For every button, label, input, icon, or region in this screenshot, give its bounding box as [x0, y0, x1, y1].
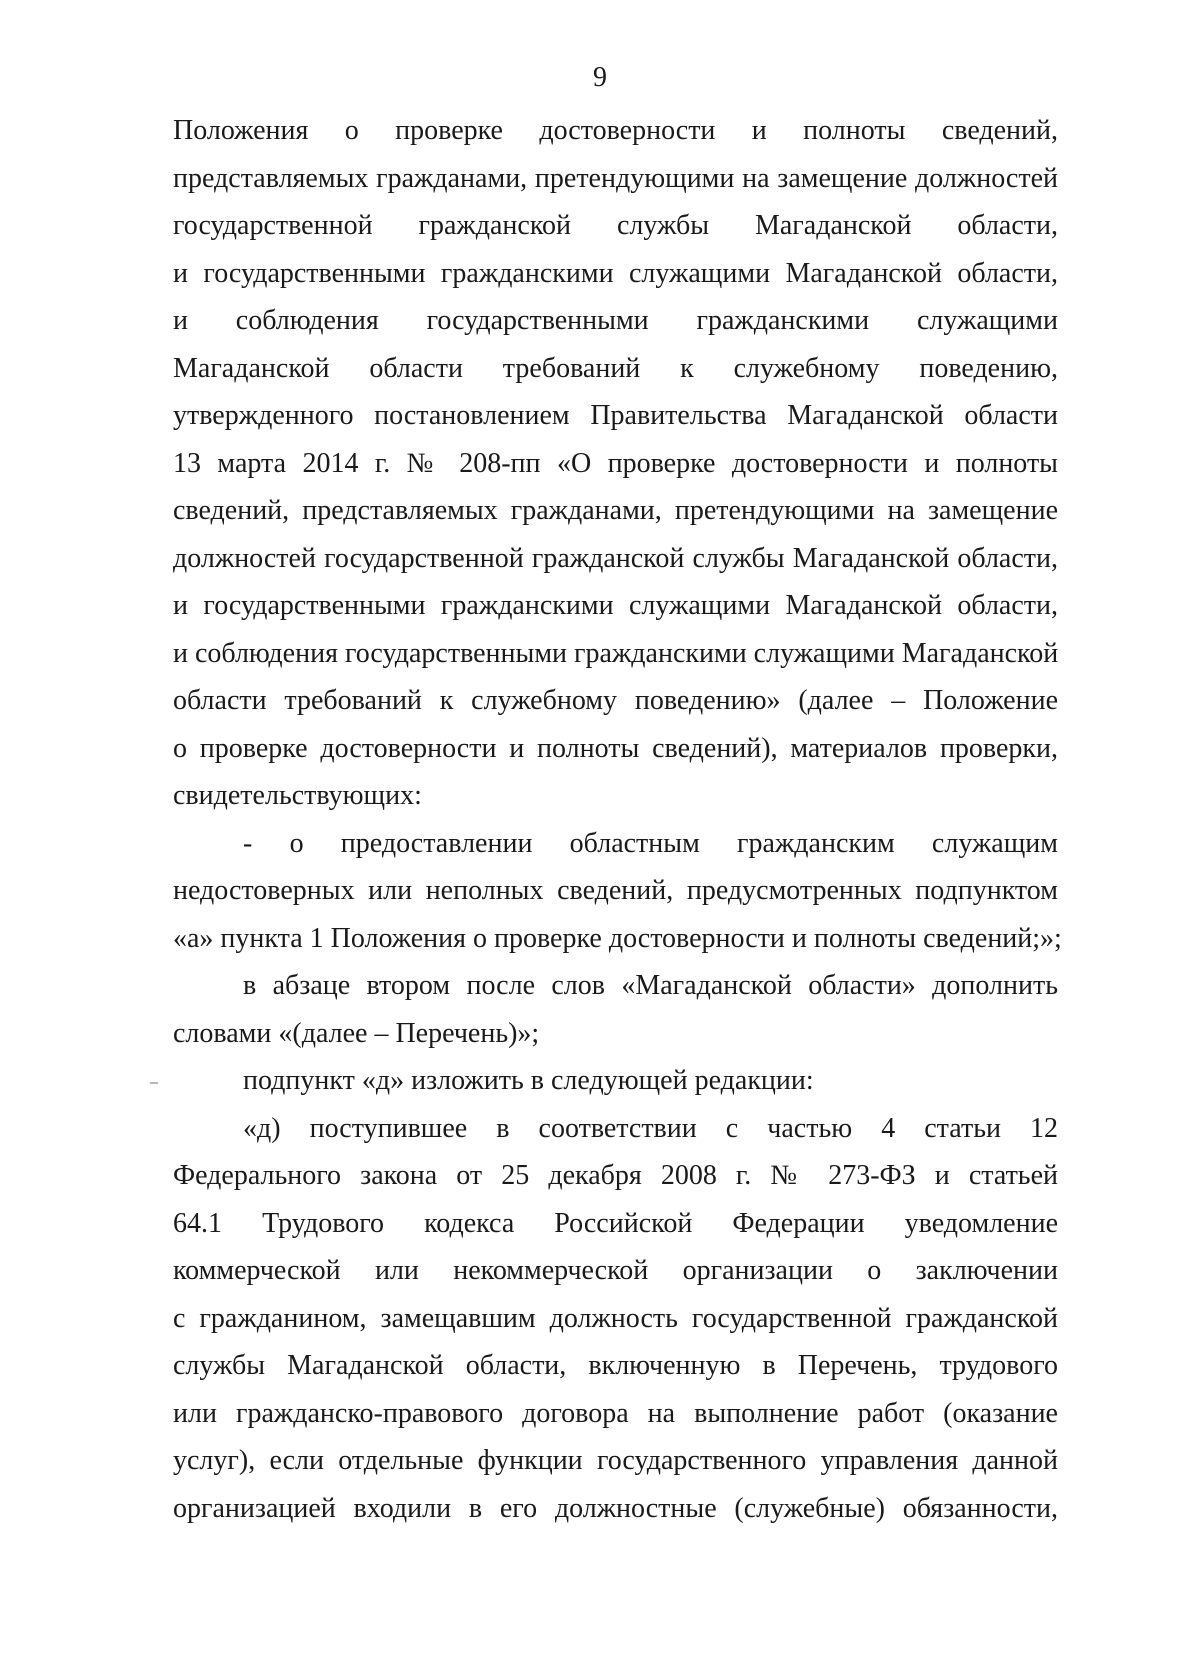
text-line: «д) поступившее в соответствии с частью 4 статьи 12	[243, 1112, 1058, 1144]
text-line: 64.1 Трудового кодекса Российской Федерации уведомление	[173, 1207, 1058, 1239]
text-line: свидетельствующих:	[173, 780, 422, 811]
text-line: области требований к служебному поведению» (далее – Положение	[173, 685, 1058, 716]
text-line: коммерческой или некоммерческой организации о заключении	[173, 1255, 1058, 1286]
text-line: услуг), если отдельные функции государственного управления данной	[173, 1445, 1058, 1476]
text-line: представляемых гражданами, претендующими на замещение должностей	[173, 162, 1058, 194]
text-line: 13 марта 2014 г. № 208-пп «О проверке достоверности и полноты	[173, 447, 1058, 479]
text-line: о проверке достоверности и полноты сведений), материалов проверки,	[173, 732, 1058, 764]
text-line: сведений, представляемых гражданами, претендующими на замещение	[173, 495, 1058, 526]
text-line: словами «(далее – Перечень)»;	[173, 1017, 540, 1049]
text-line: должностей государственной гражданской службы Магаданской области,	[173, 542, 1058, 574]
text-line: организацией входили в его должностные (служебные) обязанности,	[173, 1492, 1058, 1524]
text-line: или гражданско-правового договора на выполнение работ (оказание	[173, 1397, 1058, 1429]
text-line: - о предоставлении областным гражданским служащим	[243, 827, 1058, 859]
margin-mark	[150, 1082, 158, 1084]
text-line: и государственными гражданскими служащими Магаданской области,	[173, 590, 1058, 621]
document-body	[173, 107, 1062, 1532]
text-line: службы Магаданской области, включенную в Перечень, трудового	[173, 1350, 1058, 1381]
text-line: «а» пункта 1 Положения о проверке достоверности и полноты сведений;»;	[173, 922, 1062, 954]
text-line: в абзаце втором после слов «Магаданской области» дополнить	[243, 970, 1058, 1001]
text-line: подпункт «д» изложить в следующей редакции:	[243, 1065, 814, 1096]
text-line: и государственными гражданскими служащими Магаданской области,	[173, 257, 1058, 289]
text-line: утвержденного постановлением Правительства Магаданской области	[173, 400, 1058, 431]
text-line: с гражданином, замещавшим должность государственной гражданской	[173, 1302, 1058, 1334]
text-line: Федерального закона от 25 декабря 2008 г. № 273-ФЗ и статьей	[173, 1160, 1058, 1191]
text-line: недостоверных или неполных сведений, предусмотренных подпунктом	[173, 875, 1058, 906]
text-line: и соблюдения государственными гражданскими служащими Магаданской	[173, 637, 1059, 669]
text-line: Положения о проверке достоверности и полноты сведений,	[173, 115, 1058, 146]
text-line: и соблюдения государственными гражданскими служащими	[173, 305, 1058, 336]
text-line: Магаданской области требований к служебному поведению,	[173, 352, 1058, 384]
page-number: 9	[593, 62, 607, 93]
text-line: государственной гражданской службы Магаданской области,	[173, 210, 1058, 241]
